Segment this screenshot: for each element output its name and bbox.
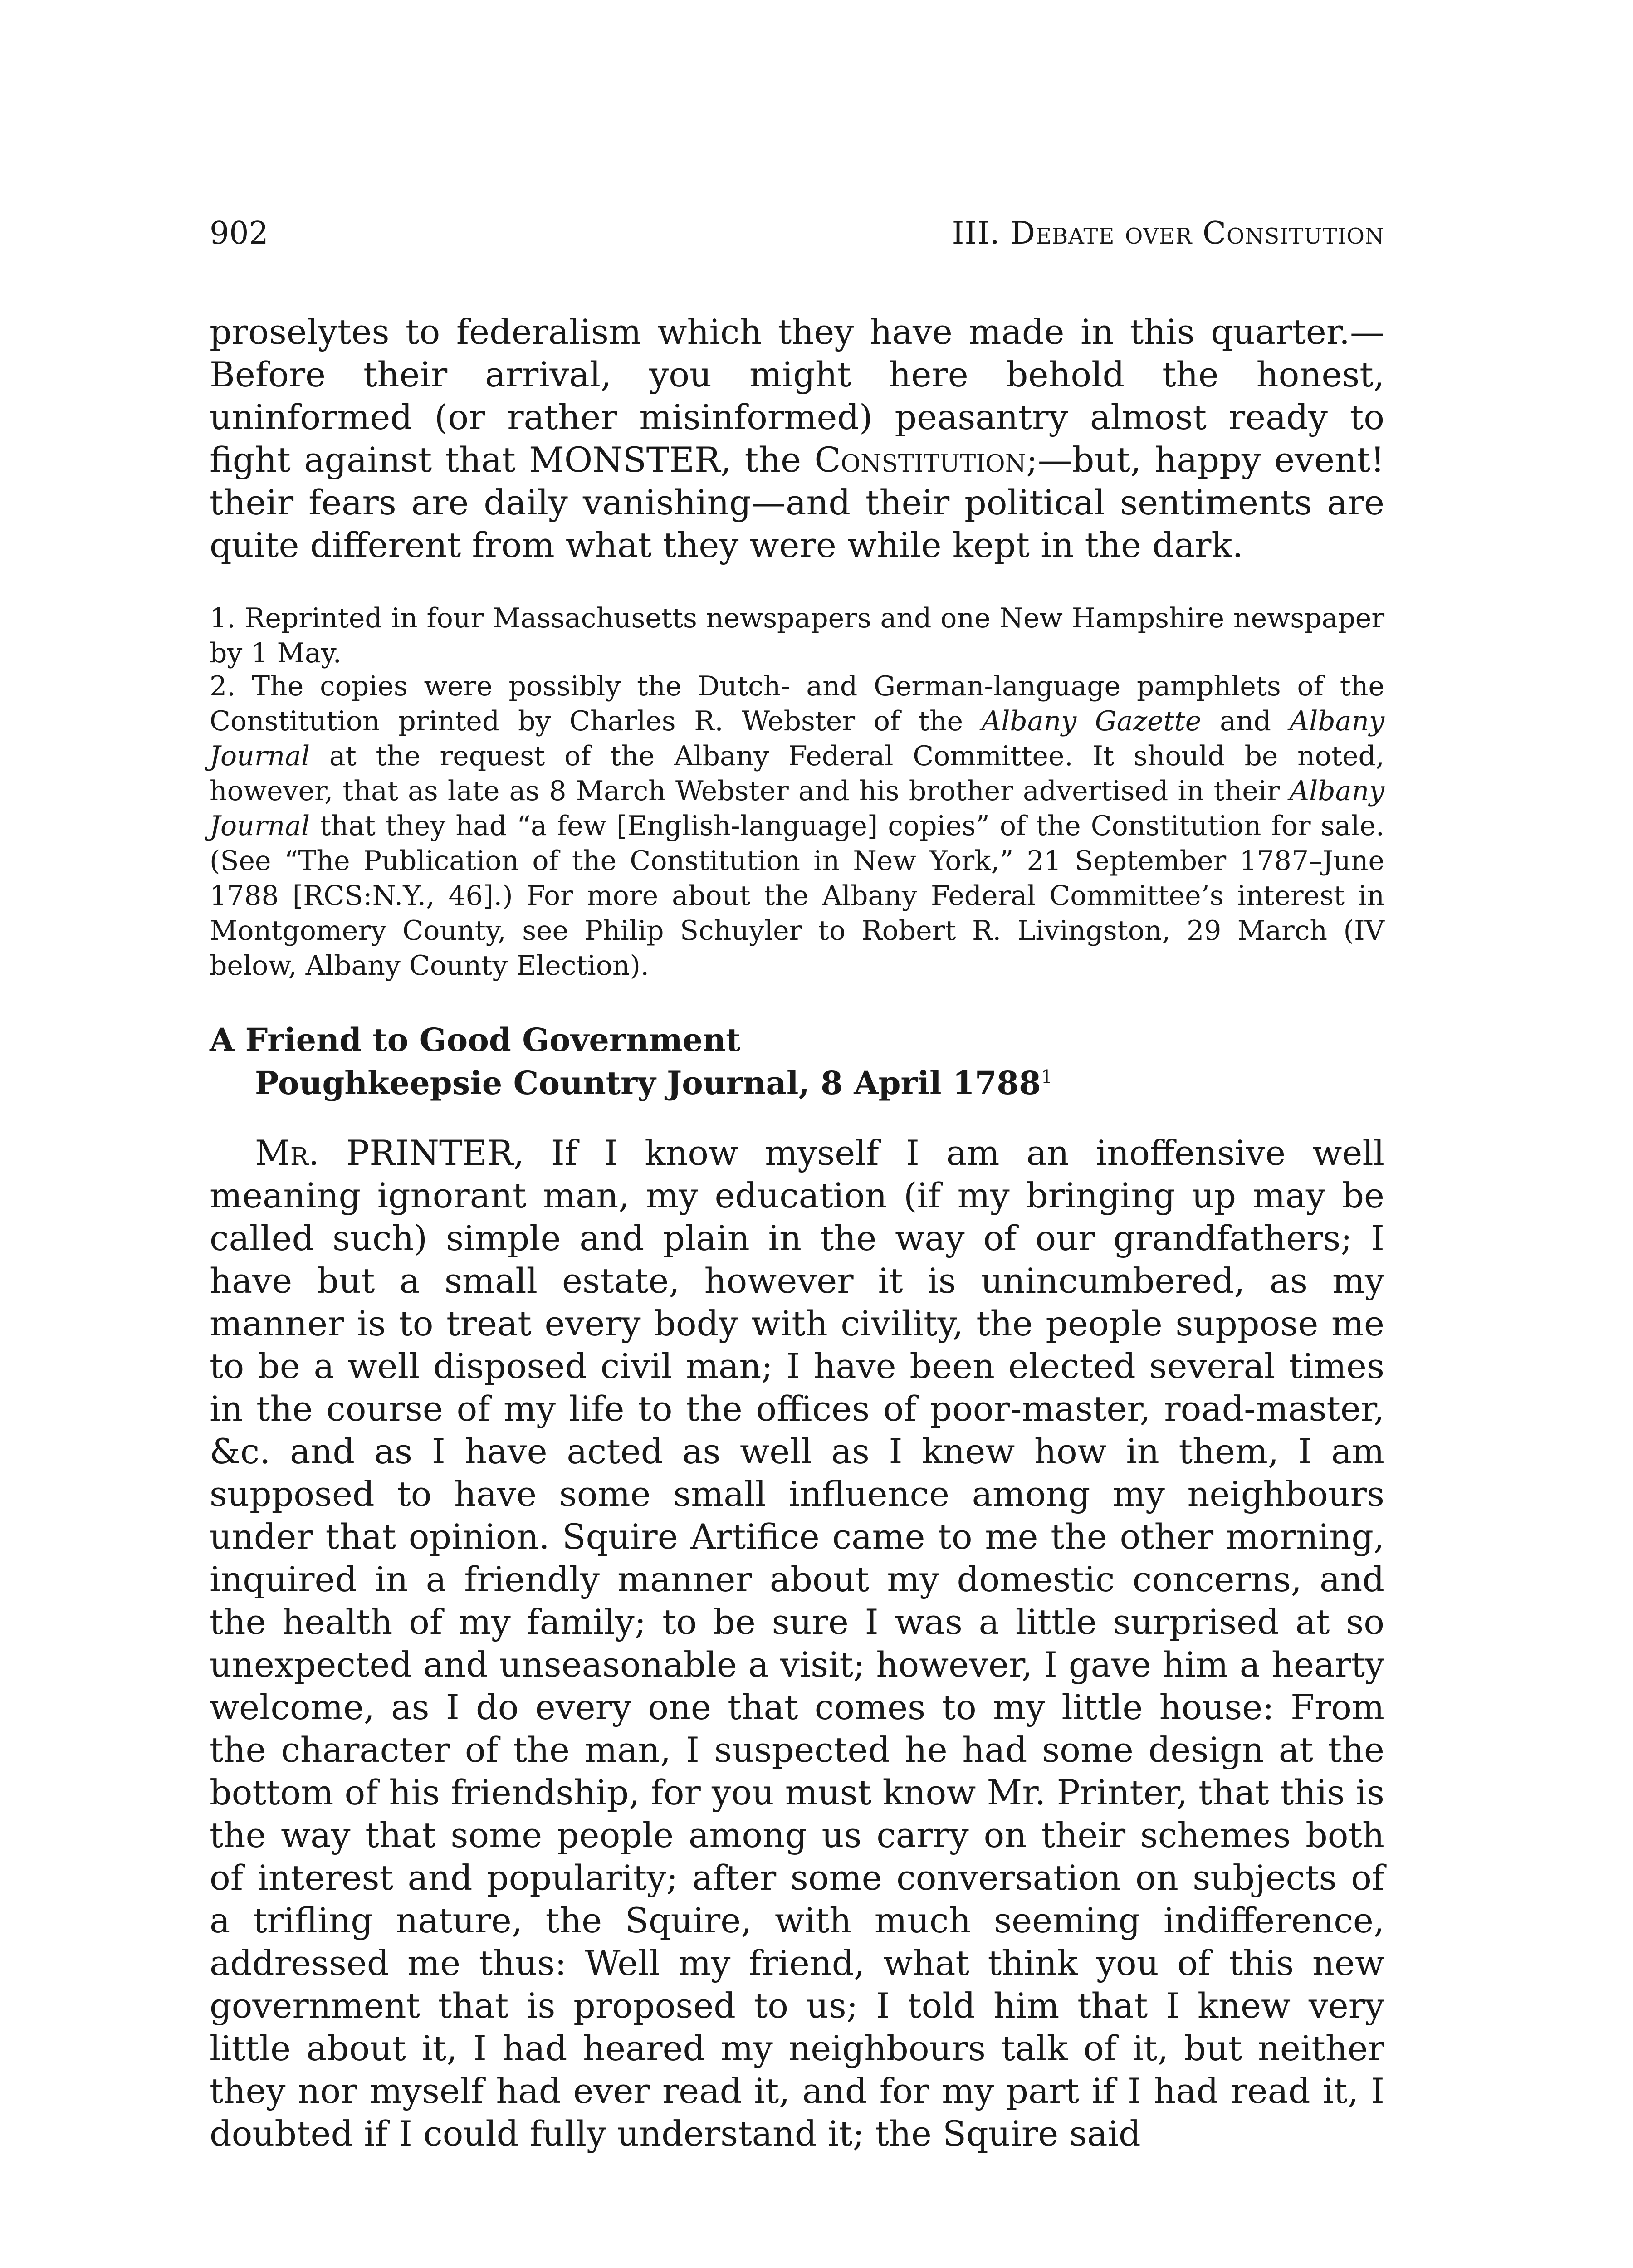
article-heading xyxy=(210,1018,1384,1105)
article-body xyxy=(210,1132,1384,2155)
article-source: Poughkeepsie Country Journal, 8 April 1788$^1$ xyxy=(255,1064,1053,1102)
intro-text: proselytes to federalism which they have made in this quarter.—Before their arrival, you might here behold the honest, uninformed (or rather misinformed) peasantry almost ready to fight against that MONSTER, the Constitution;—but, happy event! their fears are daily vanishing—and their political sentiments are quite different from what they were while kept in the dark. xyxy=(210,312,1385,565)
article-title: A Friend to Good Government xyxy=(210,1021,741,1059)
footnote-1 xyxy=(210,601,1384,671)
constitution-smallcaps: Constitution xyxy=(814,440,1027,480)
page-number: 902 xyxy=(210,215,269,251)
footnote-2 xyxy=(210,669,1384,983)
footnote-2-text: 2. The copies were possibly the Dutch- and German-language pamphlets of the Constitution printed by Charles R. Webster of the Albany Gazette and Albany Journal at the request of the Albany Federal Committee. It should be noted, however, that as late as 8 March Webster and his brother advertised in their Albany Journal that they had “a few [English-language] copies” of the Constitution for sale. (See “The Publication of the Constitution in New York,” 21 September 1787–June 1788 [RCS:N.Y., 46].) For more about the Albany Federal Committee’s interest in Montgomery County, see Philip Schuyler to Robert R. Livingston, 29 March (IV below, Albany County Election). xyxy=(210,670,1384,982)
running-head: III. Debate over Consitution xyxy=(952,215,1384,251)
article-source-footnote-marker: 1 xyxy=(1041,1066,1053,1088)
article-body-text: Mr. PRINTER, If I know myself I am an inoffensive well meaning ignorant man, my education (if my bringing up may be called such) simple and plain in the way of our grandfathers; I have but a small estate, however it is unincumbered, as my manner is to treat every body with civility, the people suppose me to be a well disposed civil man; I have been elected several times in the course of my life to the offices of poor-master, road-master, &c. and as I have acted as well as I knew how in them, I am supposed to have some small influence among my neighbours under that opinion. Squire Artifice came to me the other morning, inquired in a friendly manner about my domestic concerns, and the health of my family; to be sure I was a little surprised at so unexpected and unseasonable a visit; however, I gave him a hearty welcome, as I do every one that comes to my little house: From the character of the man, I suspected he had some design at the bottom of his friendship, for you must know Mr. Printer, that this is the way that some people among us carry on their schemes both of interest and popularity; after some conversation on subjects of a trifling nature, the Squire, with much seeming indifference, addressed me thus: Well my friend, what think you of this new government that is proposed to us; I told him that I knew very little about it, I had heared my neighbours talk of it, but neither they nor myself had ever read it, and for my part if I had read it, I doubted if I could fully understand it; the Squire said xyxy=(210,1133,1384,2154)
intro-paragraph xyxy=(210,311,1384,567)
page-header xyxy=(210,213,1384,254)
footnote-1-text: 1. Reprinted in four Massachusetts newspapers and one New Hampshire newspaper by 1 May. xyxy=(210,602,1384,669)
salutation: Mr. xyxy=(255,1133,319,1173)
